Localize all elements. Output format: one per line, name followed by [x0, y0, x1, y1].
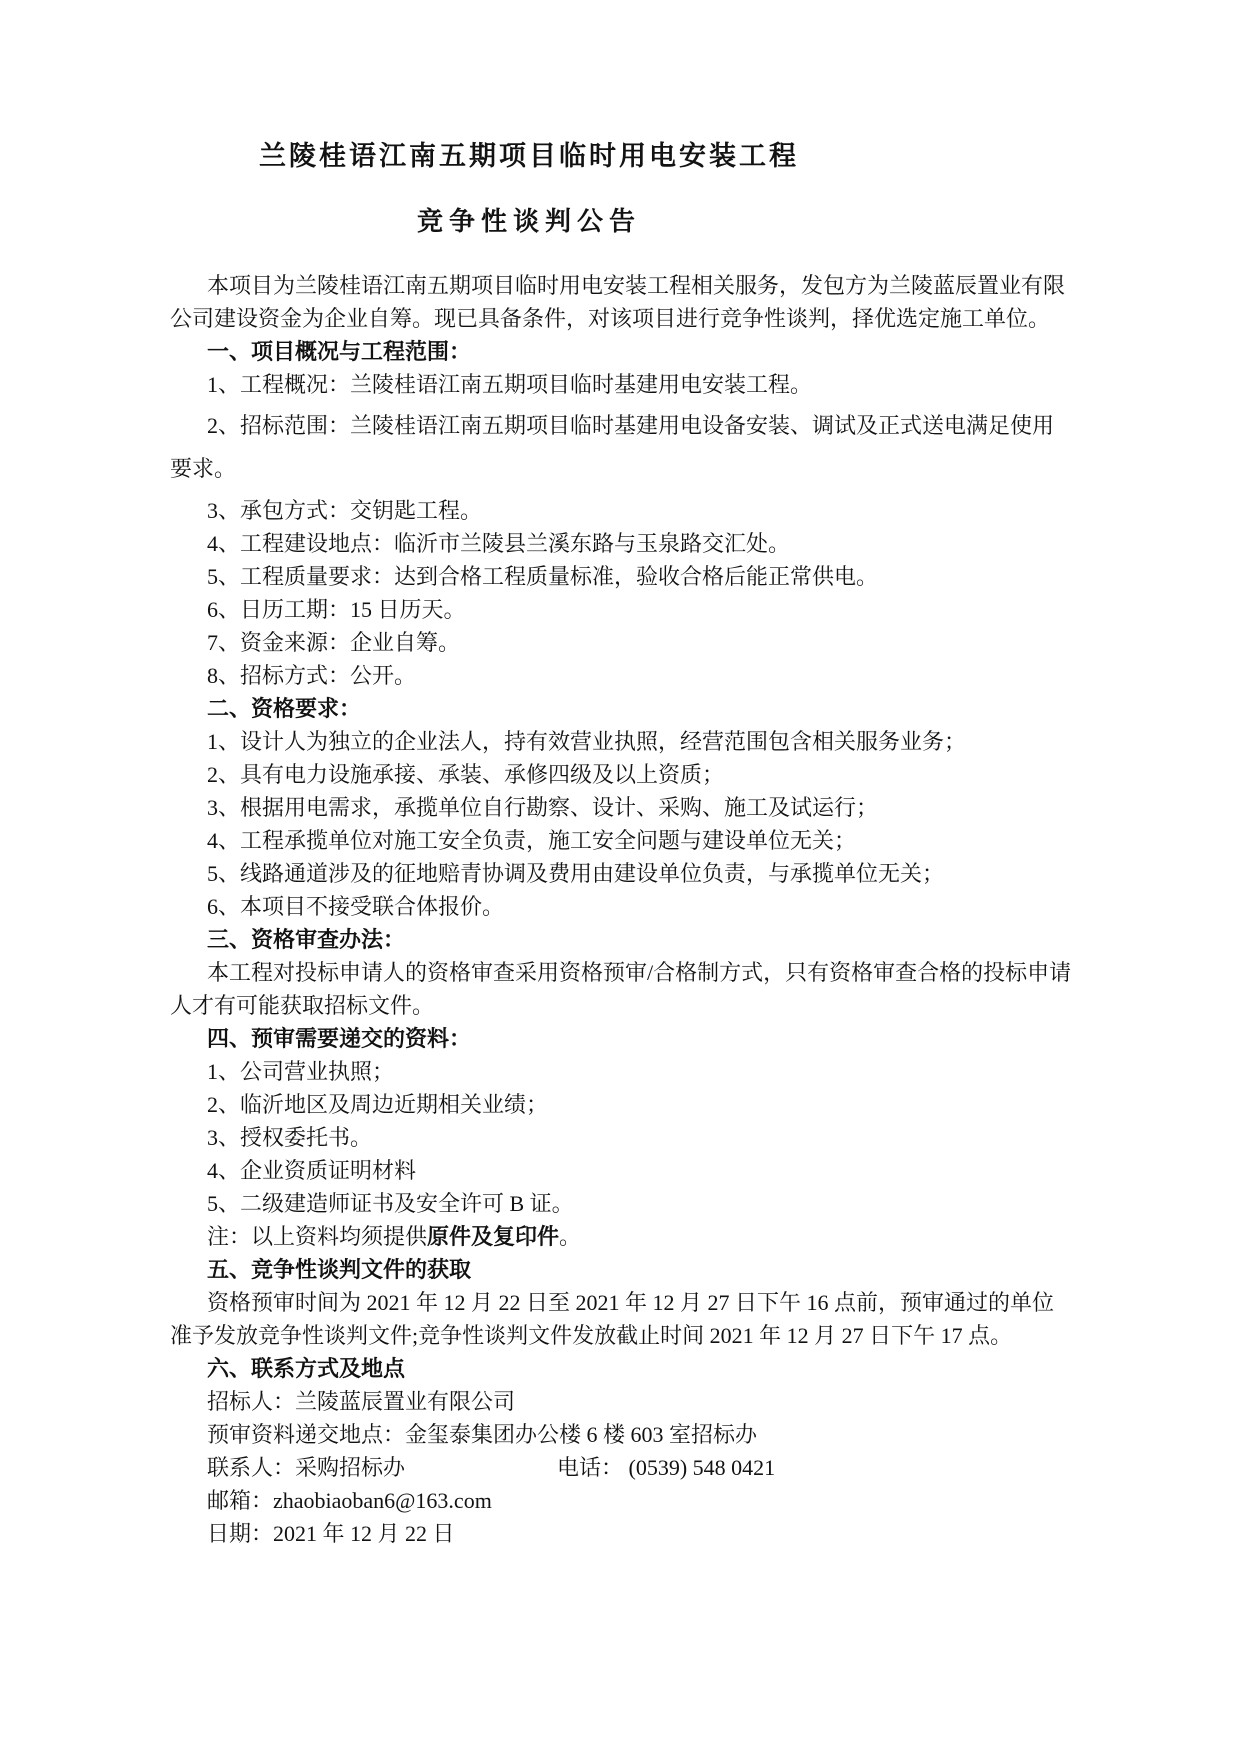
section-2-item-4: 4、工程承揽单位对施工安全负责，施工安全问题与建设单位无关； [207, 828, 857, 853]
contact-person-line [170, 1451, 1073, 1484]
section-6-heading: 六、联系方式及地点 [207, 1356, 406, 1381]
section-2-heading: 二、资格要求： [207, 696, 362, 721]
contact-bidder-line: 招标人：兰陵蓝辰置业有限公司 [207, 1389, 516, 1414]
doc-title: 兰陵桂语江南五期项目临时用电安装工程 [259, 141, 799, 171]
contact-phone: 电话： (0539) 548 0421 [557, 1455, 776, 1480]
section-4-note [170, 1220, 1073, 1253]
section-1-item-4: 4、工程建设地点：临沂市兰陵县兰溪东路与玉泉路交汇处。 [207, 531, 791, 556]
section-4-item-1: 1、公司营业执照； [207, 1059, 395, 1084]
note-bold-text: 原件及复印件 [427, 1224, 560, 1249]
note-prefix: 注：以上资料均须提供 [207, 1224, 428, 1249]
contact-date-line: 日期：2021 年 12 月 22 日 [207, 1521, 455, 1546]
section-2-item-6: 6、本项目不接受联合体报价。 [207, 894, 505, 919]
contact-address-line: 预审资料递交地点：金玺泰集团办公楼 6 楼 603 室招标办 [207, 1422, 758, 1447]
note-suffix: 。 [559, 1224, 582, 1249]
section-4-item-4: 4、企业资质证明材料 [207, 1158, 417, 1183]
section-1-item-1: 1、工程概况：兰陵桂语江南五期项目临时基建用电安装工程。 [207, 372, 813, 397]
section-4-heading: 四、预审需要递交的资料： [207, 1026, 472, 1051]
section-1-item-3: 3、承包方式：交钥匙工程。 [207, 498, 483, 523]
section-3-paragraph: 本工程对投标申请人的资格审查采用资格预审/合格制方式，只有资格审查合格的投标申请人才有可能获取招标文件。 [170, 960, 1072, 1018]
section-1-heading: 一、项目概况与工程范围： [207, 339, 472, 364]
section-5-paragraph: 资格预审时间为 2021 年 12 月 22 日至 2021 年 12 月 27 日下午 16 点前，预审通过的单位准予发放竞争性谈判文件;竞争性谈判文件发放截止时间 2021 年 12 月 27 日下午 17 点。 [170, 1290, 1055, 1348]
section-1-item-7: 7、资金来源：企业自筹。 [207, 630, 461, 655]
section-5-heading: 五、竞争性谈判文件的获取 [207, 1257, 472, 1282]
doc-subtitle: 竞争性谈判公告 [416, 206, 641, 236]
section-4-item-3: 3、授权委托书。 [207, 1125, 373, 1150]
contact-person: 联系人：采购招标办 [207, 1455, 406, 1480]
contact-email-line: 邮箱：zhaobiaoban6@163.com [207, 1488, 492, 1513]
section-1-item-2: 2、招标范围：兰陵桂语江南五期项目临时基建用电设备安装、调试及正式送电满足使用要求。 [170, 413, 1055, 481]
section-1-item-5: 5、工程质量要求：达到合格工程质量标准，验收合格后能正常供电。 [207, 564, 879, 589]
section-1-item-8: 8、招标方式：公开。 [207, 663, 417, 688]
section-1-item-6: 6、日历工期：15 日历天。 [207, 597, 466, 622]
section-2-item-2: 2、具有电力设施承接、承装、承修四级及以上资质； [207, 762, 725, 787]
section-4-item-2: 2、临沂地区及周边近期相关业绩； [207, 1092, 549, 1117]
section-2-item-5: 5、线路通道涉及的征地赔青协调及费用由建设单位负责，与承揽单位无关； [207, 861, 945, 886]
section-2-item-3: 3、根据用电需求，承揽单位自行勘察、设计、采购、施工及试运行； [207, 795, 879, 820]
section-4-item-5: 5、二级建造师证书及安全许可 B 证。 [207, 1191, 574, 1216]
section-2-item-1: 1、设计人为独立的企业法人，持有效营业执照，经营范围包含相关服务业务； [207, 729, 967, 754]
section-3-heading: 三、资格审查办法： [207, 927, 406, 952]
intro-paragraph: 本项目为兰陵桂语江南五期项目临时用电安装工程相关服务，发包方为兰陵蓝辰置业有限公司建设资金为企业自筹。现已具备条件，对该项目进行竞争性谈判，择优选定施工单位。 [170, 273, 1066, 331]
